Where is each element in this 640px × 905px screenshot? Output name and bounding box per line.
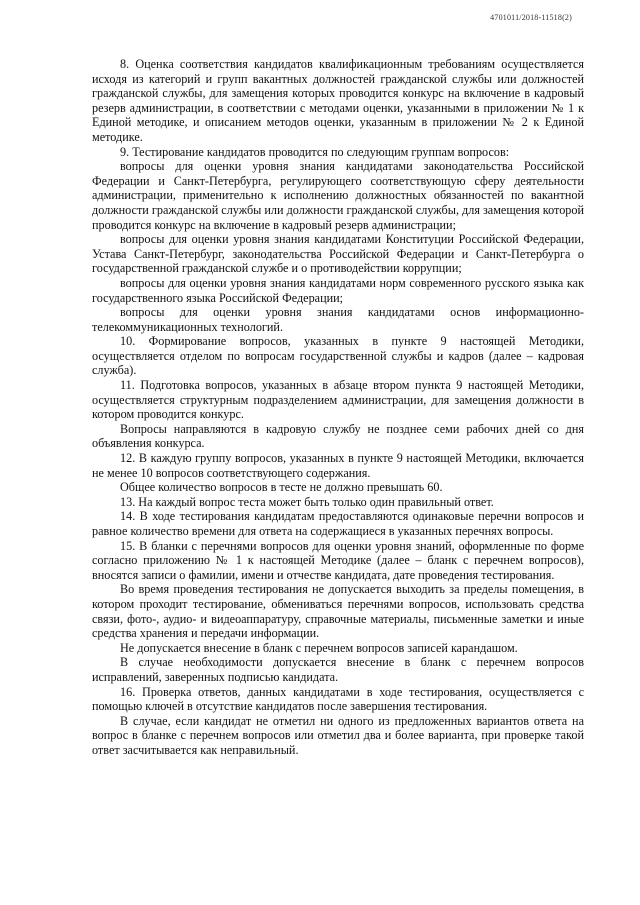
paragraph-item-12: 12. В каждую группу вопросов, указанных в пункте 9 настоящей Методики, включается не менее 10 вопросов соответствующего содержания. bbox=[92, 451, 584, 480]
paragraph-corrections: В случае необходимости допускается внесение в бланк с перечнем вопросов исправлений, заверенных подписью кандидата. bbox=[92, 655, 584, 684]
paragraph-item-9: 9. Тестирование кандидатов проводится по следующим группам вопросов: bbox=[120, 144, 510, 159]
paragraph-questions-deadline: Вопросы направляются в кадровую службу не позднее семи рабочих дней со дня объявления конкурса. bbox=[92, 421, 584, 451]
paragraph-no-pencil: Не допускается внесение в бланк с перечнем вопросов записей карандашом. bbox=[120, 640, 518, 655]
paragraph-testing-rules: Во время проведения тестирования не допускается выходить за пределы помещения, в котором проходит тестирование, обмениваться перечнями вопросов, использовать средства связи, фото-, аудио- и видеоаппаратуру, справочные материалы, письменные заметки и иные средства хранения и передачи информации. bbox=[92, 582, 584, 641]
paragraph-item-15: 15. В бланки с перечнями вопросов для оценки уровня знаний, оформленные по форме согласно приложению № 1 к настоящей Методике (далее – бланк с перечнем вопросов), вносятся записи о фамилии, имени и отчестве кандидата, дате проведения тестирования. bbox=[92, 538, 584, 582]
paragraph-item-8: 8. Оценка соответствия кандидатов квалификационным требованиям осуществляется исходя из категорий и групп вакантных должностей гражданской службы или должностей гражданской службы, для замещения которых проводится конкурс на включение в кадровый резерв администрации, в соответствии с методами оценки, указанными в приложении № 1 к Единой методике, и описанием методов оценки, указанным в приложении № 2 к Единой методике. bbox=[92, 57, 584, 144]
paragraph-item-13: 13. На каждый вопрос теста может быть только один правильный ответ. bbox=[120, 494, 494, 509]
paragraph-question-group-legislation: вопросы для оценки уровня знания кандидатами законодательства Российской Федерации и Санкт-Петербурга, регулирующего соответствующую сферу деятельности администрации, применительно к исполнению должностных обязанностей по вакантной должности гражданской службы или должности гражданской службы, для замещения которой проводится конкурс на включение в кадровый резерв администрации; bbox=[92, 159, 585, 232]
paragraph-item-14: 14. В ходе тестирования кандидатам предоставляются одинаковые перечни вопросов и равное количество времени для ответа на содержащиеся в указанных перечнях вопросы. bbox=[92, 509, 584, 538]
document-id: 4701011/2018-11518(2) bbox=[490, 13, 572, 22]
paragraph-question-group-language: вопросы для оценки уровня знания кандидатами норм современного русского языка как государственного языка Российской Федерации; bbox=[92, 275, 584, 305]
paragraph-incorrect-answer: В случае, если кандидат не отметил ни одного из предложенных вариантов ответа на вопрос в бланке с перечнем вопросов или отметил два и более варианта, при проверке такой ответ засчитывается как неправильный. bbox=[92, 713, 584, 757]
document-body bbox=[92, 57, 584, 758]
paragraph-item-16: 16. Проверка ответов, данных кандидатами в ходе тестирования, осуществляется с помощью ключей в отсутствие кандидатов после завершения тестирования. bbox=[92, 684, 584, 714]
paragraph-question-total: Общее количество вопросов в тесте не должно превышать 60. bbox=[120, 480, 443, 495]
paragraph-question-group-constitution: вопросы для оценки уровня знания кандидатами Конституции Российской Федерации, Устава Санкт-Петербург, законодательства Российской Федерации и Санкт-Петербурга о государственной гражданской службе и о противодействии коррупции; bbox=[92, 232, 584, 276]
paragraph-item-11: 11. Подготовка вопросов, указанных в абзаце втором пункта 9 настоящей Методики, осуществляется структурным подразделением администрации, для замещения должности в котором проводится конкурс. bbox=[92, 378, 584, 422]
paragraph-question-group-it: вопросы для оценки уровня знания кандидатами основ информационно-телекоммуникационных технологий. bbox=[92, 305, 584, 334]
paragraph-item-10: 10. Формирование вопросов, указанных в пункте 9 настоящей Методики, осуществляется отделом по вопросам государственной службы и кадров (далее – кадровая служба). bbox=[92, 334, 584, 378]
